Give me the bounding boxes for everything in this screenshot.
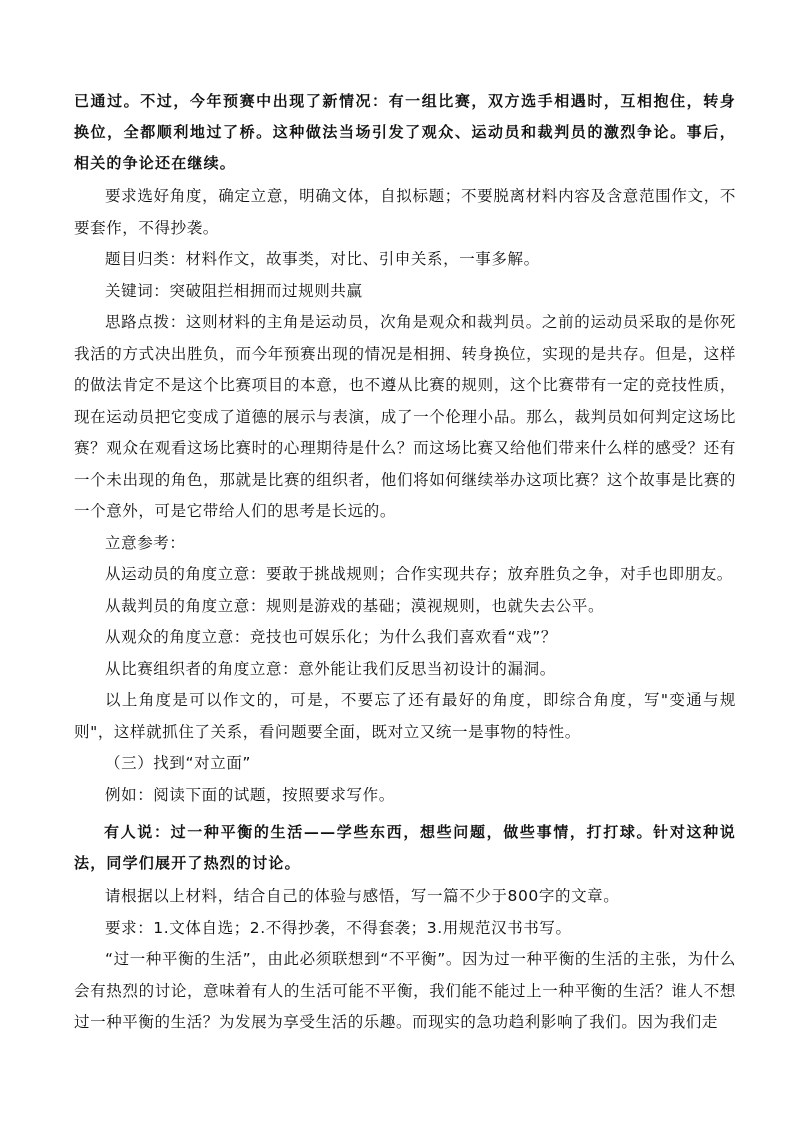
intent-athlete: 从运动员的角度立意：要敢于挑战规则；合作实现共存；放弃胜负之争，对手也即朋友。 — [105, 565, 733, 583]
intent-audience: 从观众的角度立意：竞技也可娱乐化；为什么我们喜欢看“戏”？ — [105, 628, 557, 646]
writing-requirement: 要求选好角度，确定立意，明确文体，自拟标题；不要脱离材料内容及含意范围作文，不要套作，不得抄袭。 — [74, 187, 736, 237]
topic-category: 题目归类：材料作文，故事类，对比、引申关系，一事多解。 — [105, 250, 540, 268]
material-continuation: 已通过。不过，今年预赛中出现了新情况：有一组比赛，双方选手相遇时，互相抱住，转身换位，全都顺利地过了桥。这种做法当场引发了观众、运动员和裁判员的激烈争论。事后，相关的争论还在继续。 — [74, 92, 736, 172]
intent-organizer: 从比赛组织者的角度立意：意外能让我们反思当初设计的漏洞。 — [105, 659, 556, 678]
section-heading-opposite: （三）找到“对立面” — [105, 754, 252, 772]
comprehensive-angle: 以上角度是可以作文的，可是，不要忘了还有最好的角度，即综合角度，写"变通与规则"，这样就抓住了关系，看问题要全面，既对立又统一是事物的特性。 — [74, 691, 736, 741]
thinking-guide: 思路点拨：这则材料的主角是运动员，次角是观众和裁判员。之前的运动员采取的是你死我活的方式决出胜负，而今年预赛出现的情况是相拥、转身换位，实现的是共存。但是，这样的做法肯定不是这个比赛项目的本意，也不遵从比赛的规则，这个比赛带有一定的竞技性质，现在运动员把它变成了道德的展示与表演，成了一个伦理小品。那么，裁判员如何判定这场比赛？观众在观看这场比赛时的心理期待是什么？而这场比赛又给他们带来什么样的感受？还有一个未出现的角色，那就是比赛的组织者，他们将如何继续举办这项比赛？这个故事是比赛的一个意外，可是它带给人们的思考是长远的。 — [74, 313, 736, 520]
example-requirements: 要求：1.文体自选；2.不得抄袭，不得套袭；3.用规范汉书书写。 — [105, 918, 572, 937]
keywords: 关键词：突破阻拦相拥而过规则共赢 — [105, 281, 363, 300]
example-task: 请根据以上材料，结合自己的体验与感悟，写一篇不少于800字的文章。 — [105, 887, 620, 905]
intent-referee: 从裁判员的角度立意：规则是游戏的基础；漠视规则，也就失去公平。 — [105, 596, 605, 615]
analysis-paragraph: “过一种平衡的生活”，由此必须联想到“不平衡”。因为过一种平衡的生活的主张，为什么会有热烈的讨论，意味着有人的生活可能不平衡，我们能不能过上一种平衡的生活？谁人不想过一种平衡的生活？为发展为享受生活的乐趣。而现实的急功趋利影响了我们。因为我们走 — [74, 950, 736, 1031]
intent-reference-heading: 立意参考： — [105, 533, 186, 552]
document-page — [74, 86, 736, 1039]
example-intro: 例如：阅读下面的试题，按照要求写作。 — [105, 785, 395, 804]
example-material: 有人说：过一种平衡的生活——学些东西，想些问题，做些事情，打打球。针对这种说法，同学们展开了热烈的讨论。 — [74, 823, 736, 872]
